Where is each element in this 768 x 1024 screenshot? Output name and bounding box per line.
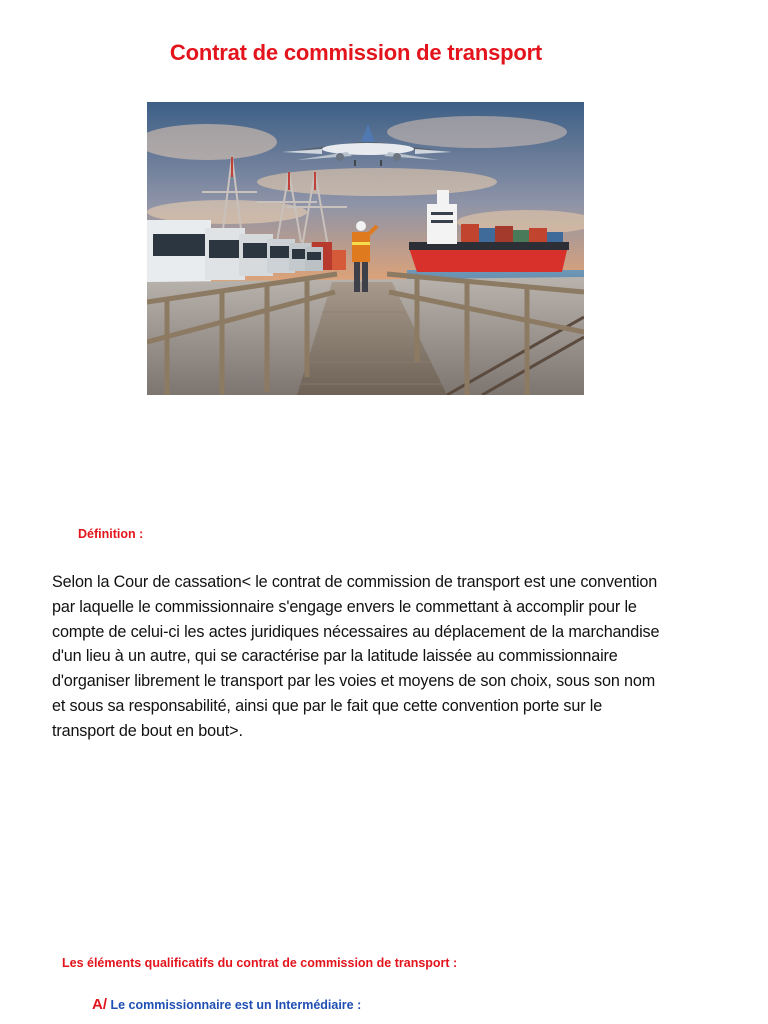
definition-paragraph	[52, 570, 732, 744]
definition-line: d'un lieu à un autre, qui se caractérise par la latitude laissée au commissionnaire	[52, 647, 618, 666]
definition-line: Selon la Cour de cassation< le contrat de commission de transport est une convention	[52, 573, 658, 591]
definition-line: transport de bout en bout>.	[52, 721, 243, 740]
definition-line: compte de celui-ci les actes juridiques nécessaires au déplacement de la marchandise	[52, 622, 660, 641]
document-title: Contrat de commission de transport	[169, 40, 543, 65]
subsection-marker: A/	[92, 996, 107, 1013]
hero-illustration	[147, 102, 584, 395]
hero-image	[147, 102, 584, 395]
definition-heading: Définition :	[78, 527, 144, 541]
subsection-a	[92, 996, 361, 1013]
subsection-label: Le commissionnaire est un Intermédiaire :	[110, 998, 362, 1012]
definition-line: par laquelle le commissionnaire s'engage envers le commettant à accomplir pour le	[52, 597, 637, 616]
definition-line: d'organiser librement le transport par les voies et moyens de son choix, sous son nom	[52, 672, 656, 691]
qualifying-elements-heading: Les éléments qualificatifs du contrat de commission de transport :	[62, 956, 458, 970]
definition-line: et sous sa responsabilité, ainsi que par le fait que cette convention porte sur le	[52, 696, 603, 715]
